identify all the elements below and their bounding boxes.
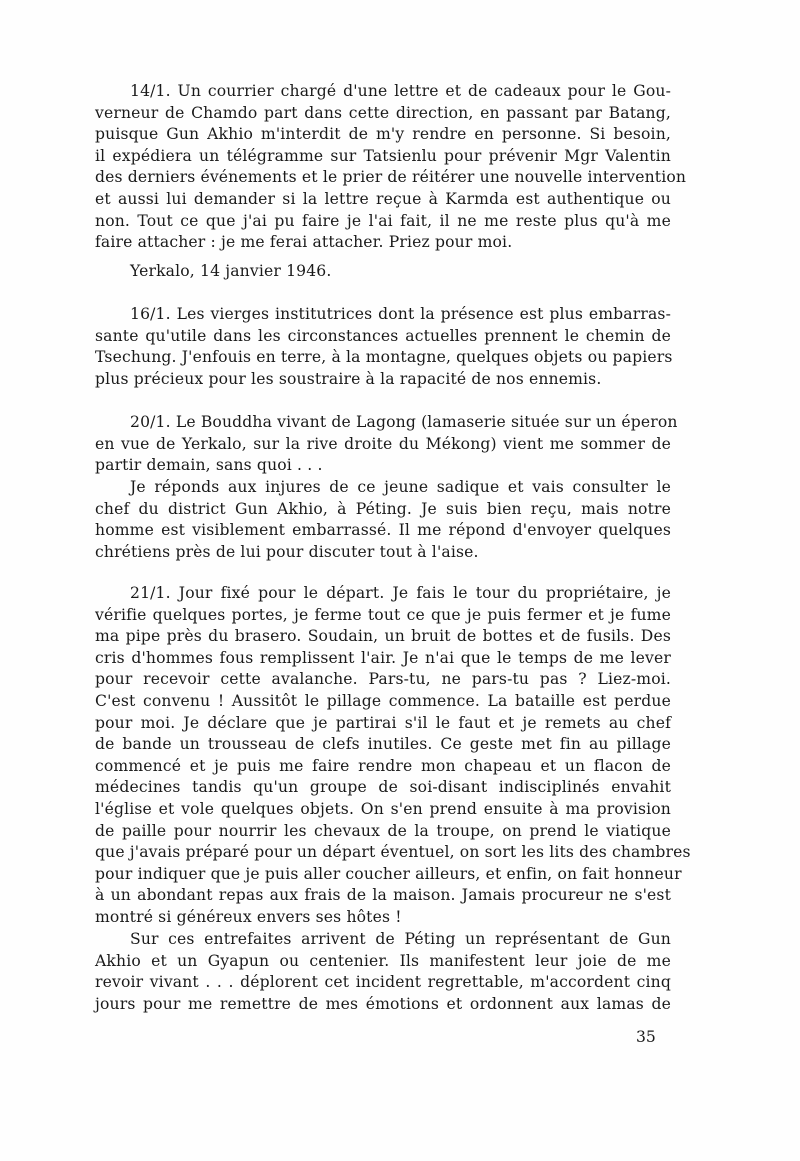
text-line: vérifie quelques portes, je ferme tout ce que je puis fermer et je fume (95, 605, 671, 624)
text-line: plus précieux pour les soustraire à la rapacité de nos ennemis. (95, 369, 602, 388)
text-line: homme est visiblement embarrassé. Il me répond d'envoyer quelques (95, 521, 671, 540)
text-line: pour recevoir cette avalanche. Pars-tu, ne pars-tu pas ? Liez-moi. (95, 670, 671, 689)
text-line: sante qu'utile dans les circonstances actuelles prennent le chemin de (95, 326, 671, 345)
text-line: que j'avais préparé pour un départ éventuel, on sort les lits des chambres (95, 843, 691, 862)
text-line: de bande un trousseau de clefs inutiles. Ce geste met fin au pillage (95, 735, 671, 754)
text-line: Akhio et un Gyapun ou centenier. Ils manifestent leur joie de me (95, 951, 671, 970)
text-line: verneur de Chamdo part dans cette direction, en passant par Batang, (95, 103, 671, 122)
text-line: C'est convenu ! Aussitôt le pillage commence. La bataille est perdue (95, 691, 671, 710)
text-line: jours pour me remettre de mes émotions et ordonnent aux lamas de (95, 994, 671, 1013)
text-line: montré si généreux envers ses hôtes ! (95, 907, 402, 926)
paragraph-21-1 (95, 583, 691, 929)
text-line: en vue de Yerkalo, sur la rive droite du Mékong) vient me sommer de (95, 434, 671, 453)
text-line: revoir vivant . . . déplorent cet incident regrettable, m'accordent cinq (95, 973, 671, 992)
text-line: Sur ces entrefaites arrivent de Péting un représentant de Gun (130, 930, 671, 948)
text-line: puisque Gun Akhio m'interdit de m'y rendre en personne. Si besoin, (95, 125, 671, 144)
text-line: commencé et je puis me faire rendre mon chapeau et un flacon de (95, 756, 671, 775)
paragraph-sur-ces-entrefaites (95, 929, 671, 1015)
page-number: 35 (636, 1028, 656, 1046)
text-line: des derniers événements et le prier de réitérer une nouvelle intervention (95, 168, 687, 187)
text-line: partir demain, sans quoi . . . (95, 456, 323, 475)
text-line: non. Tout ce que j'ai pu faire je l'ai fait, il ne me reste plus qu'à me (95, 211, 671, 230)
text-line: de paille pour nourrir les chevaux de la troupe, on prend le viatique (95, 821, 671, 840)
text-line: médecines tandis qu'un groupe de soi-disant indisciplinés envahit (95, 778, 671, 797)
text-line: 20/1. Le Bouddha vivant de Lagong (lamaserie située sur un éperon (130, 413, 678, 431)
text-line: Tsechung. J'enfouis en terre, à la montagne, quelques objets ou papiers (95, 348, 673, 367)
text-line: cris d'hommes fous remplissent l'air. Je n'ai que le temps de me lever (95, 648, 671, 667)
paragraph-je-reponds (95, 477, 671, 563)
text-line: ma pipe près du brasero. Soudain, un bruit de bottes et de fusils. Des (95, 627, 671, 646)
text-line: à un abondant repas aux frais de la maison. Jamais procureur ne s'est (95, 886, 671, 905)
text-line: faire attacher : je me ferai attacher. Priez pour moi. (95, 233, 513, 252)
text-line: 14/1. Un courrier chargé d'une lettre et de cadeaux pour le Gou- (130, 82, 671, 100)
paragraph-14-1 (95, 81, 687, 254)
paragraph-20-1 (95, 412, 678, 477)
text-line: chrétiens près de lui pour discuter tout à l'aise. (95, 542, 479, 561)
text-line: pour moi. Je déclare que je partirai s'il le faut et je remets au chef (95, 713, 671, 732)
text-line: pour indiquer que je puis aller coucher ailleurs, et enfin, on fait honneur (95, 864, 682, 883)
date-line (95, 261, 671, 283)
text-line: l'église et vole quelques objets. On s'en prend ensuite à ma provision (95, 799, 671, 818)
text-line: 16/1. Les vierges institutrices dont la présence est plus embarras- (130, 305, 671, 323)
text-line: il expédiera un télégramme sur Tatsienlu pour prévenir Mgr Valentin (95, 146, 671, 165)
text-line: et aussi lui demander si la lettre reçue à Karmda est authentique ou (95, 189, 671, 208)
text-line: Je réponds aux injures de ce jeune sadique et vais consulter le (130, 478, 671, 496)
paragraph-16-1 (95, 304, 671, 390)
text-line: Yerkalo, 14 janvier 1946. (130, 262, 332, 280)
text-line: 21/1. Jour fixé pour le départ. Je fais le tour du propriétaire, je (130, 584, 671, 602)
text-line: chef du district Gun Akhio, à Péting. Je suis bien reçu, mais notre (95, 499, 671, 518)
